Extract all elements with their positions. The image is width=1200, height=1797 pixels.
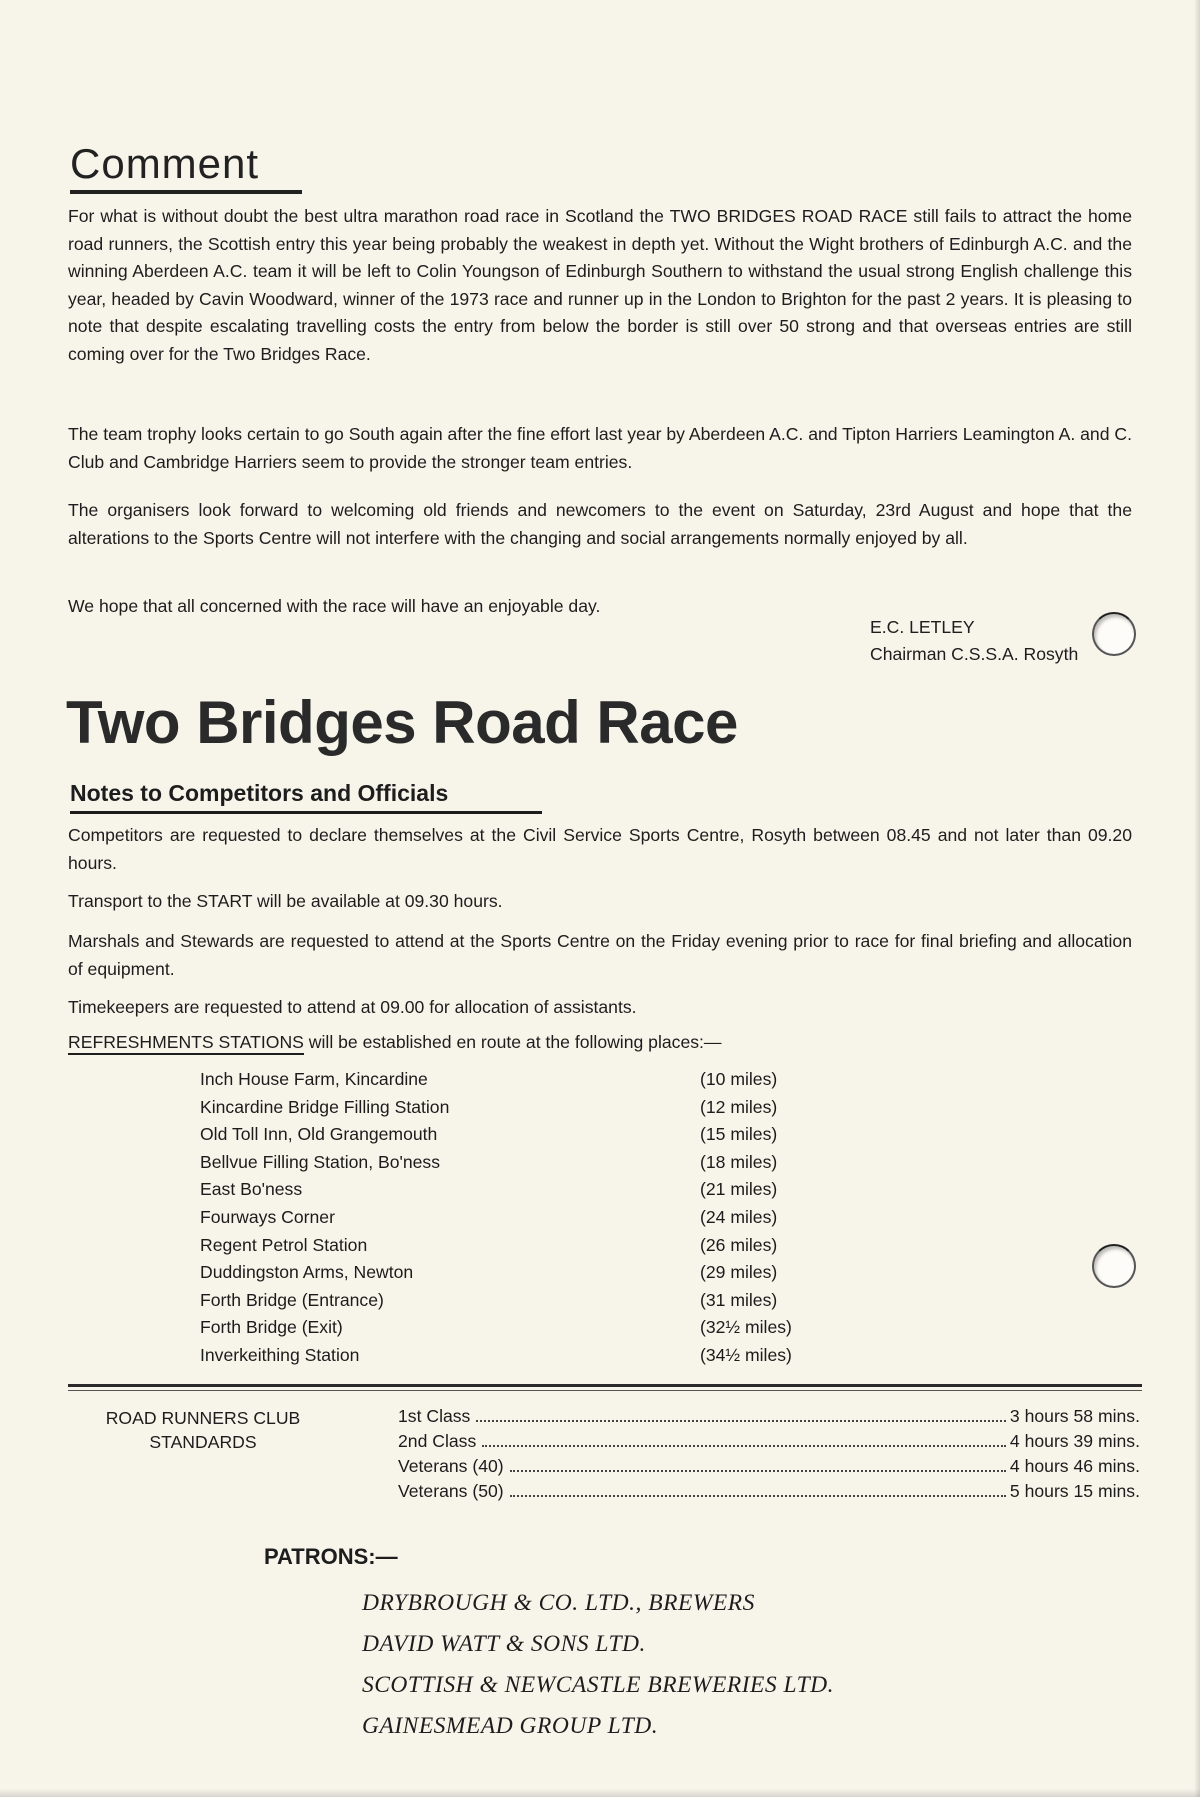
standards-label-line-1: ROAD RUNNERS CLUB [105,1408,301,1428]
note-timekeepers: Timekeepers are requested to attend at 09.00 for allocation of assistants. [68,997,637,1017]
station-name: Regent Petrol Station [200,1234,368,1255]
station-distance: (31 miles) [700,1289,778,1310]
station-distance: (26 miles) [700,1234,778,1255]
station-distance: (12 miles) [700,1096,778,1117]
list-item [200,1345,900,1373]
station-distance: (21 miles) [700,1179,778,1200]
punch-hole-icon [1092,612,1136,656]
note-declare: Competitors are requested to declare themselves at the Civil Service Sports Centre, Rosyth between 08.45 and not later than 09.20 hours. [68,825,1132,873]
list-item [200,1069,900,1097]
signature-name: E.C. LETLEY [870,617,975,637]
standards-table [398,1406,1140,1506]
patron-name: DAVID WATT & SONS LTD. [362,1631,646,1657]
list-item [200,1124,900,1152]
comment-paragraph-2: The team trophy looks certain to go South again after the fine effort last year by Aberdeen A.C. and Tipton Harriers Leamington A. and C. Club and Cambridge Harriers seem to provide the stronger team entries. [68,424,1132,472]
table-row [398,1431,1140,1456]
station-distance: (24 miles) [700,1206,778,1227]
dot-leader [476,1420,1006,1422]
station-name: Bellvue Filling Station, Bo'ness [200,1151,441,1172]
station-distance: (29 miles) [700,1262,778,1283]
station-name: Forth Bridge (Entrance) [200,1289,384,1310]
station-distance: (18 miles) [700,1151,778,1172]
standards-label [68,1406,338,1454]
notes-heading-underline [70,811,542,814]
comment-paragraph-3: The organisers look forward to welcoming old friends and newcomers to the event on Saturday, 23rd August and hope that the alterations to the Sports Centre will not interfere with the changing and social arrangements normally enjoyed by all. [68,500,1132,548]
station-distance: (15 miles) [700,1124,778,1145]
station-name: Fourways Corner [200,1206,335,1227]
patrons-list [362,1590,834,1754]
refreshment-stations-list [200,1069,900,1373]
table-row [398,1456,1140,1481]
standard-class: Veterans (40) [398,1456,504,1476]
station-distance: (32½ miles) [700,1317,792,1338]
station-distance: (34½ miles) [700,1344,792,1365]
dot-leader [482,1445,1006,1447]
page-bottom-shadow [0,1789,1200,1797]
standard-class: 1st Class [398,1406,471,1426]
punch-hole-icon [1092,1244,1136,1288]
signature-title: Chairman C.S.S.A. Rosyth [870,644,1079,664]
station-name: Old Toll Inn, Old Grangemouth [200,1124,438,1145]
section-divider-thin [68,1390,1142,1391]
dot-leader [510,1470,1006,1472]
refreshments-intro-text: will be established en route at the following places:— [303,1032,722,1052]
list-item [200,1262,900,1290]
race-title: Two Bridges Road Race [66,689,738,756]
standards-label-line-2: STANDARDS [149,1432,257,1452]
list-item [200,1097,900,1125]
station-name: Kincardine Bridge Filling Station [200,1096,450,1117]
show-through-decoration [420,40,800,80]
refreshments-intro [68,1032,722,1053]
standard-class: 2nd Class [398,1431,477,1451]
station-name: Inch House Farm, Kincardine [200,1069,428,1089]
standard-time: 4 hours 46 mins. [1009,1456,1140,1476]
comment-paragraph-1: For what is without doubt the best ultra marathon road race in Scotland the TWO BRIDGES ROAD RACE still fails to attract the home road runners, the Scottish entry this year being probably the weakest in depth yet. Without the Wight brothers of Edinburgh A.C. and the winning Aberdeen A.C. team it will be left to Colin Youngson of Edinburgh Southern to withstand the usual strong English challenge this year, headed by Cavin Woodward, winner of the 1973 race and runner up in the London to Brighton for the past 2 years. It is pleasing to note that despite escalating travelling costs the entry from below the border is still over 50 strong and that overseas entries are still coming over for the Two Bridges Race. [68,206,1132,364]
patron-name: SCOTTISH & NEWCASTLE BREWERIES LTD. [362,1672,835,1698]
table-row [398,1406,1140,1431]
comment-heading-underline [70,190,302,194]
dot-leader [510,1495,1006,1497]
standard-time: 3 hours 58 mins. [1009,1406,1140,1426]
standard-class: Veterans (50) [398,1481,504,1501]
standard-time: 5 hours 15 mins. [1009,1481,1140,1501]
list-item [200,1290,900,1318]
list-item [200,1235,900,1263]
station-name: East Bo'ness [200,1179,303,1200]
standard-time: 4 hours 39 mins. [1009,1431,1140,1451]
station-distance: (10 miles) [700,1069,778,1089]
comment-heading: Comment [70,140,260,187]
list-item [200,1317,900,1345]
patron-name: DRYBROUGH & CO. LTD., BREWERS [362,1590,755,1616]
patron-name: GAINESMEAD GROUP LTD. [362,1713,659,1739]
patrons-heading: PATRONS:— [264,1544,398,1569]
refreshments-heading: REFRESHMENTS STATIONS [68,1032,304,1055]
notes-heading: Notes to Competitors and Officials [70,780,449,806]
list-item [200,1207,900,1235]
page-edge-shadow [1194,0,1200,1797]
note-marshals: Marshals and Stewards are requested to attend at the Sports Centre on the Friday evening prior to race for final briefing and allocation of equipment. [68,931,1132,979]
station-name: Duddingston Arms, Newton [200,1262,414,1283]
note-transport: Transport to the START will be available at 09.30 hours. [68,891,503,911]
table-row [398,1481,1140,1506]
station-name: Inverkeithing Station [200,1344,360,1365]
section-divider [68,1384,1142,1387]
list-item [200,1152,900,1180]
station-name: Forth Bridge (Exit) [200,1317,343,1338]
list-item [200,1179,900,1207]
comment-paragraph-4: We hope that all concerned with the race will have an enjoyable day. [68,596,601,616]
